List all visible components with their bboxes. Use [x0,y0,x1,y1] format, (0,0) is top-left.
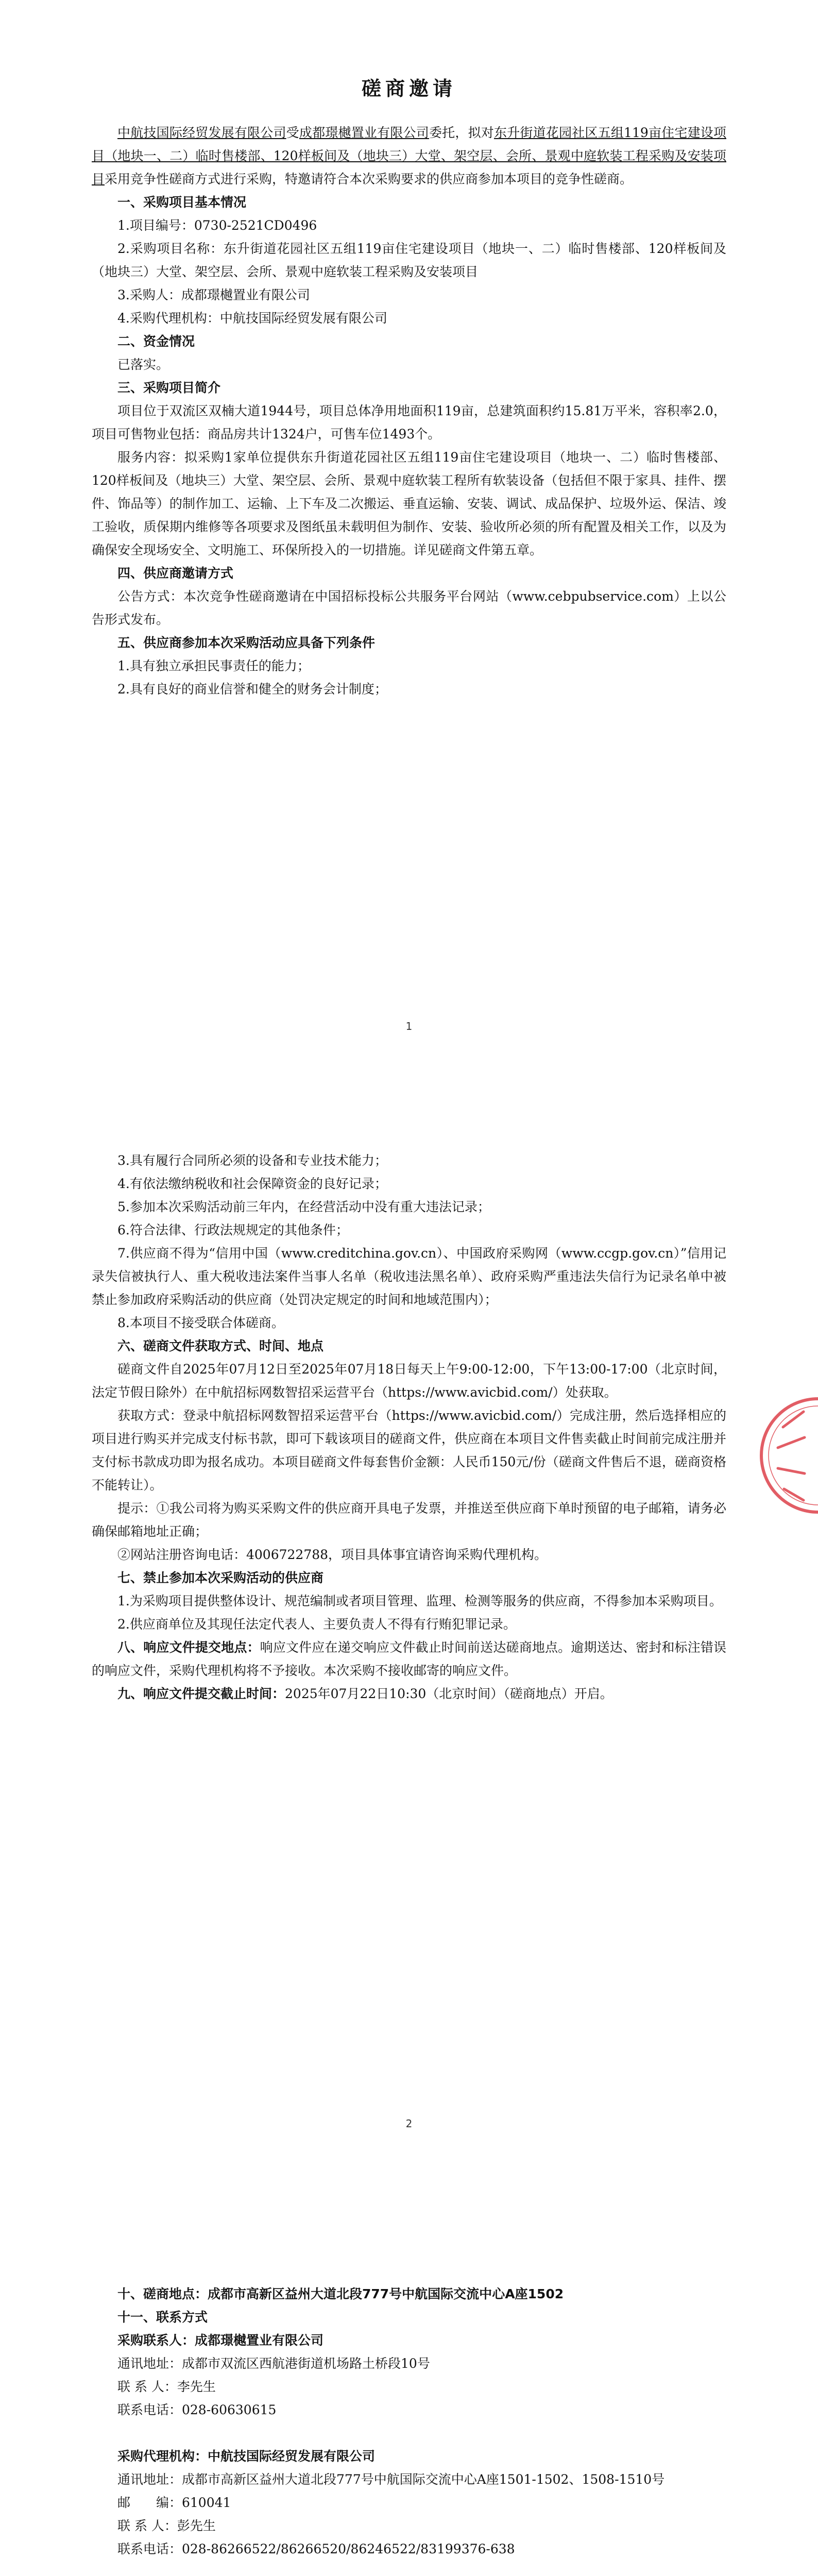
s5-item-2: 2.具有良好的商业信誉和健全的财务会计制度； [117,682,387,697]
s5-item-4: 4.有依法缴纳税收和社会保障资金的良好记录； [117,1176,387,1191]
section-8 [92,1636,726,1682]
s5-item-3: 3.具有履行合同所必须的设备和专业技术能力； [117,1153,387,1168]
section-3-heading: 三、采购项目简介 [117,380,221,395]
agent-address: 通讯地址：成都市高新区益州大道北段777号中航国际交流中心A座1501-1502、1508-1510号 [117,2472,665,2487]
page-2-content [92,1149,726,1705]
document-title: 磋商邀请 [361,77,456,100]
s7-paragraph-1: 1.为采购项目提供整体设计、规范编制或者项目管理、监理、检测等服务的供应商，不得参加本采购项目。 [117,1594,722,1608]
buyer-address: 通讯地址：成都市双流区西航港街道机场路土桥段10号 [117,2356,430,2371]
s1-item-1: 1.项目编号：0730-2521CD0496 [117,218,317,233]
section-5-heading: 五、供应商参加本次采购活动应具备下列条件 [117,635,376,650]
agent-contact: 联 系 人：彭先生 [117,2518,216,2533]
agent-postcode: 邮 编：610041 [117,2495,231,2510]
section-9 [92,1682,726,1705]
s9-text: 2025年07月22日10:30（北京时间）（磋商地点）开启。 [285,1686,613,1701]
s5-item-1: 1.具有独立承担民事责任的能力； [117,658,310,673]
s5-item-6: 6.符合法律、行政法规规定的其他条件； [117,1223,349,1238]
s5-item-5: 5.参加本次采购活动前三年内，在经营活动中没有重大违法记录； [117,1199,490,1214]
page-1-content [92,77,726,701]
section-7-heading: 七、禁止参加本次采购活动的供应商 [117,1570,324,1585]
s3-paragraph-2: 服务内容：拟采购1家单位提供东升街道花园社区五组119亩住宅建设项目（地块一、二）临时售楼部、120样板间及（地块三）大堂、架空层、会所、景观中庭软装工程所有软装设备（包括但不限于家具、挂件、摆件、饰品等）的制作加工、运输、上下车及二次搬运、垂直运输、安装、调试、成品保护、垃圾外运、保洁、竣工验收，质保期内维修等各项要求及图纸虽未载明但为制作、安装、验收所必须的所有配置及相关工作，以及为确保安全现场安全、文明施工、环保所投入的一切措施。详见磋商文件第五章。 [92,450,726,557]
s6-paragraph-2: 获取方式：登录中航招标网数智招采运营平台（https://www.avicbid.com/）完成注册，然后选择相应的项目进行购买并完成支付标书款，即可下载该项目的磋商文件，供应商在本项目文件售卖截止时间前完成注册并支付标书款成功即为报名成功。本项目磋商文件每套售价金额：人民币150元/份（磋商文件售后不退，磋商资格不能转让）。 [92,1408,726,1493]
s6-paragraph-4: ②网站注册咨询电话：4006722788，项目具体事宜请咨询采购代理机构。 [117,1547,548,1562]
section-2-heading: 二、资金情况 [117,334,195,349]
page-3 [0,2210,818,2576]
section-10-heading: 十、磋商地点：成都市高新区益州大道北段777号中航国际交流中心A座1502 [117,2286,564,2301]
s3-paragraph-1: 项目位于双流区双楠大道1944号，项目总体净用地面积119亩，总建筑面积约15.81万平米，容积率2.0，项目可售物业包括：商品房共计1324户，可售车位1493个。 [92,403,726,442]
intro-purchaser: 成都璟樾置业有限公司 [299,125,429,140]
buyer-contact: 联 系 人：李先生 [117,2379,216,2394]
section-11-heading: 十一、联系方式 [117,2310,208,2325]
page-number-2: 2 [405,2117,413,2130]
s6-paragraph-1: 磋商文件自2025年07月12日至2025年07月18日每天上午9:00-12:00，下午13:00-17:00（北京时间，法定节假日除外）在中航招标网数智招采运营平台（https://www.avicbid.com/）处获取。 [92,1362,726,1400]
s1-item-4: 4.采购代理机构：中航技国际经贸发展有限公司 [117,311,387,326]
buyer-title: 采购联系人：成都璟樾置业有限公司 [117,2333,324,2348]
page-3-content [92,2282,726,2561]
section-8-heading: 八、响应文件提交地点： [117,1640,260,1655]
buyer-phone: 联系电话：028-60630615 [117,2402,277,2417]
s1-item-2: 2.采购项目名称：东升街道花园社区五组119亩住宅建设项目（地块一、二）临时售楼部、120样板间及（地块三）大堂、架空层、会所、景观中庭软装工程采购及安装项目 [92,241,726,279]
s6-paragraph-3: 提示：①我公司将为购买采购文件的供应商开具电子发票，并推送至供应商下单时预留的电子邮箱，请务必确保邮箱地址正确； [92,1501,726,1539]
intro-project: 东升街道花园社区五组119亩住宅建设项目（地块一、二）临时售楼部、120样板间及（地块三）大堂、架空层、会所、景观中庭软装工程采购及安装项目 [92,125,726,187]
section-4-heading: 四、供应商邀请方式 [117,566,234,581]
intro-paragraph: 中航技国际经贸发展有限公司受成都璟樾置业有限公司委托，拟对东升街道花园社区五组119亩住宅建设项目（地块一、二）临时售楼部、120样板间及（地块三）大堂、架空层、会所、景观中庭软装工程采购及安装项目采用竞争性磋商方式进行采购，特邀请符合本次采购要求的供应商参加本项目的竞争性磋商。 [92,125,726,187]
section-1-heading: 一、采购项目基本情况 [117,195,247,210]
s1-item-3: 3.采购人：成都璟樾置业有限公司 [117,287,310,302]
s4-text: 公告方式：本次竞争性磋商邀请在中国招标投标公共服务平台网站（www.cebpubservice.com）上以公告形式发布。 [92,589,726,627]
section-9-heading: 九、响应文件提交截止时间： [117,1686,285,1701]
s8-text: 响应文件应在递交响应文件截止时间前送达磋商地点。逾期送达、密封和标注错误的响应文件，采购代理机构将不予接收。本次采购不接收邮寄的响应文件。 [92,1640,726,1678]
page-1 [0,0,818,1108]
s5-item-8: 8.本项目不接受联合体磋商。 [117,1315,284,1330]
s5-item-7: 7.供应商不得为“信用中国（www.creditchina.gov.cn）、中国政府采购网（www.ccgp.gov.cn）”信用记录失信被执行人、重大税收违法案件当事人名单（税收违法黑名单）、政府采购严重违法失信行为记录名单中被禁止参加政府采购活动的供应商（处罚决定规定的时间和地域范围内）； [92,1246,726,1307]
s2-text: 已落实。 [117,357,169,372]
agent-phone: 联系电话：028-86266522/86266520/86246522/83199376-638 [117,2541,515,2556]
company-seal-partial [747,1391,818,1520]
page-number-1: 1 [405,1020,413,1032]
section-6-heading: 六、磋商文件获取方式、时间、地点 [117,1338,324,1353]
agent-title: 采购代理机构：中航技国际经贸发展有限公司 [117,2449,376,2464]
page-2 [0,1108,818,2210]
s7-paragraph-2: 2.供应商单位及其现任法定代表人、主要负责人不得有行贿犯罪记录。 [117,1617,516,1632]
intro-agency: 中航技国际经贸发展有限公司 [117,125,286,140]
